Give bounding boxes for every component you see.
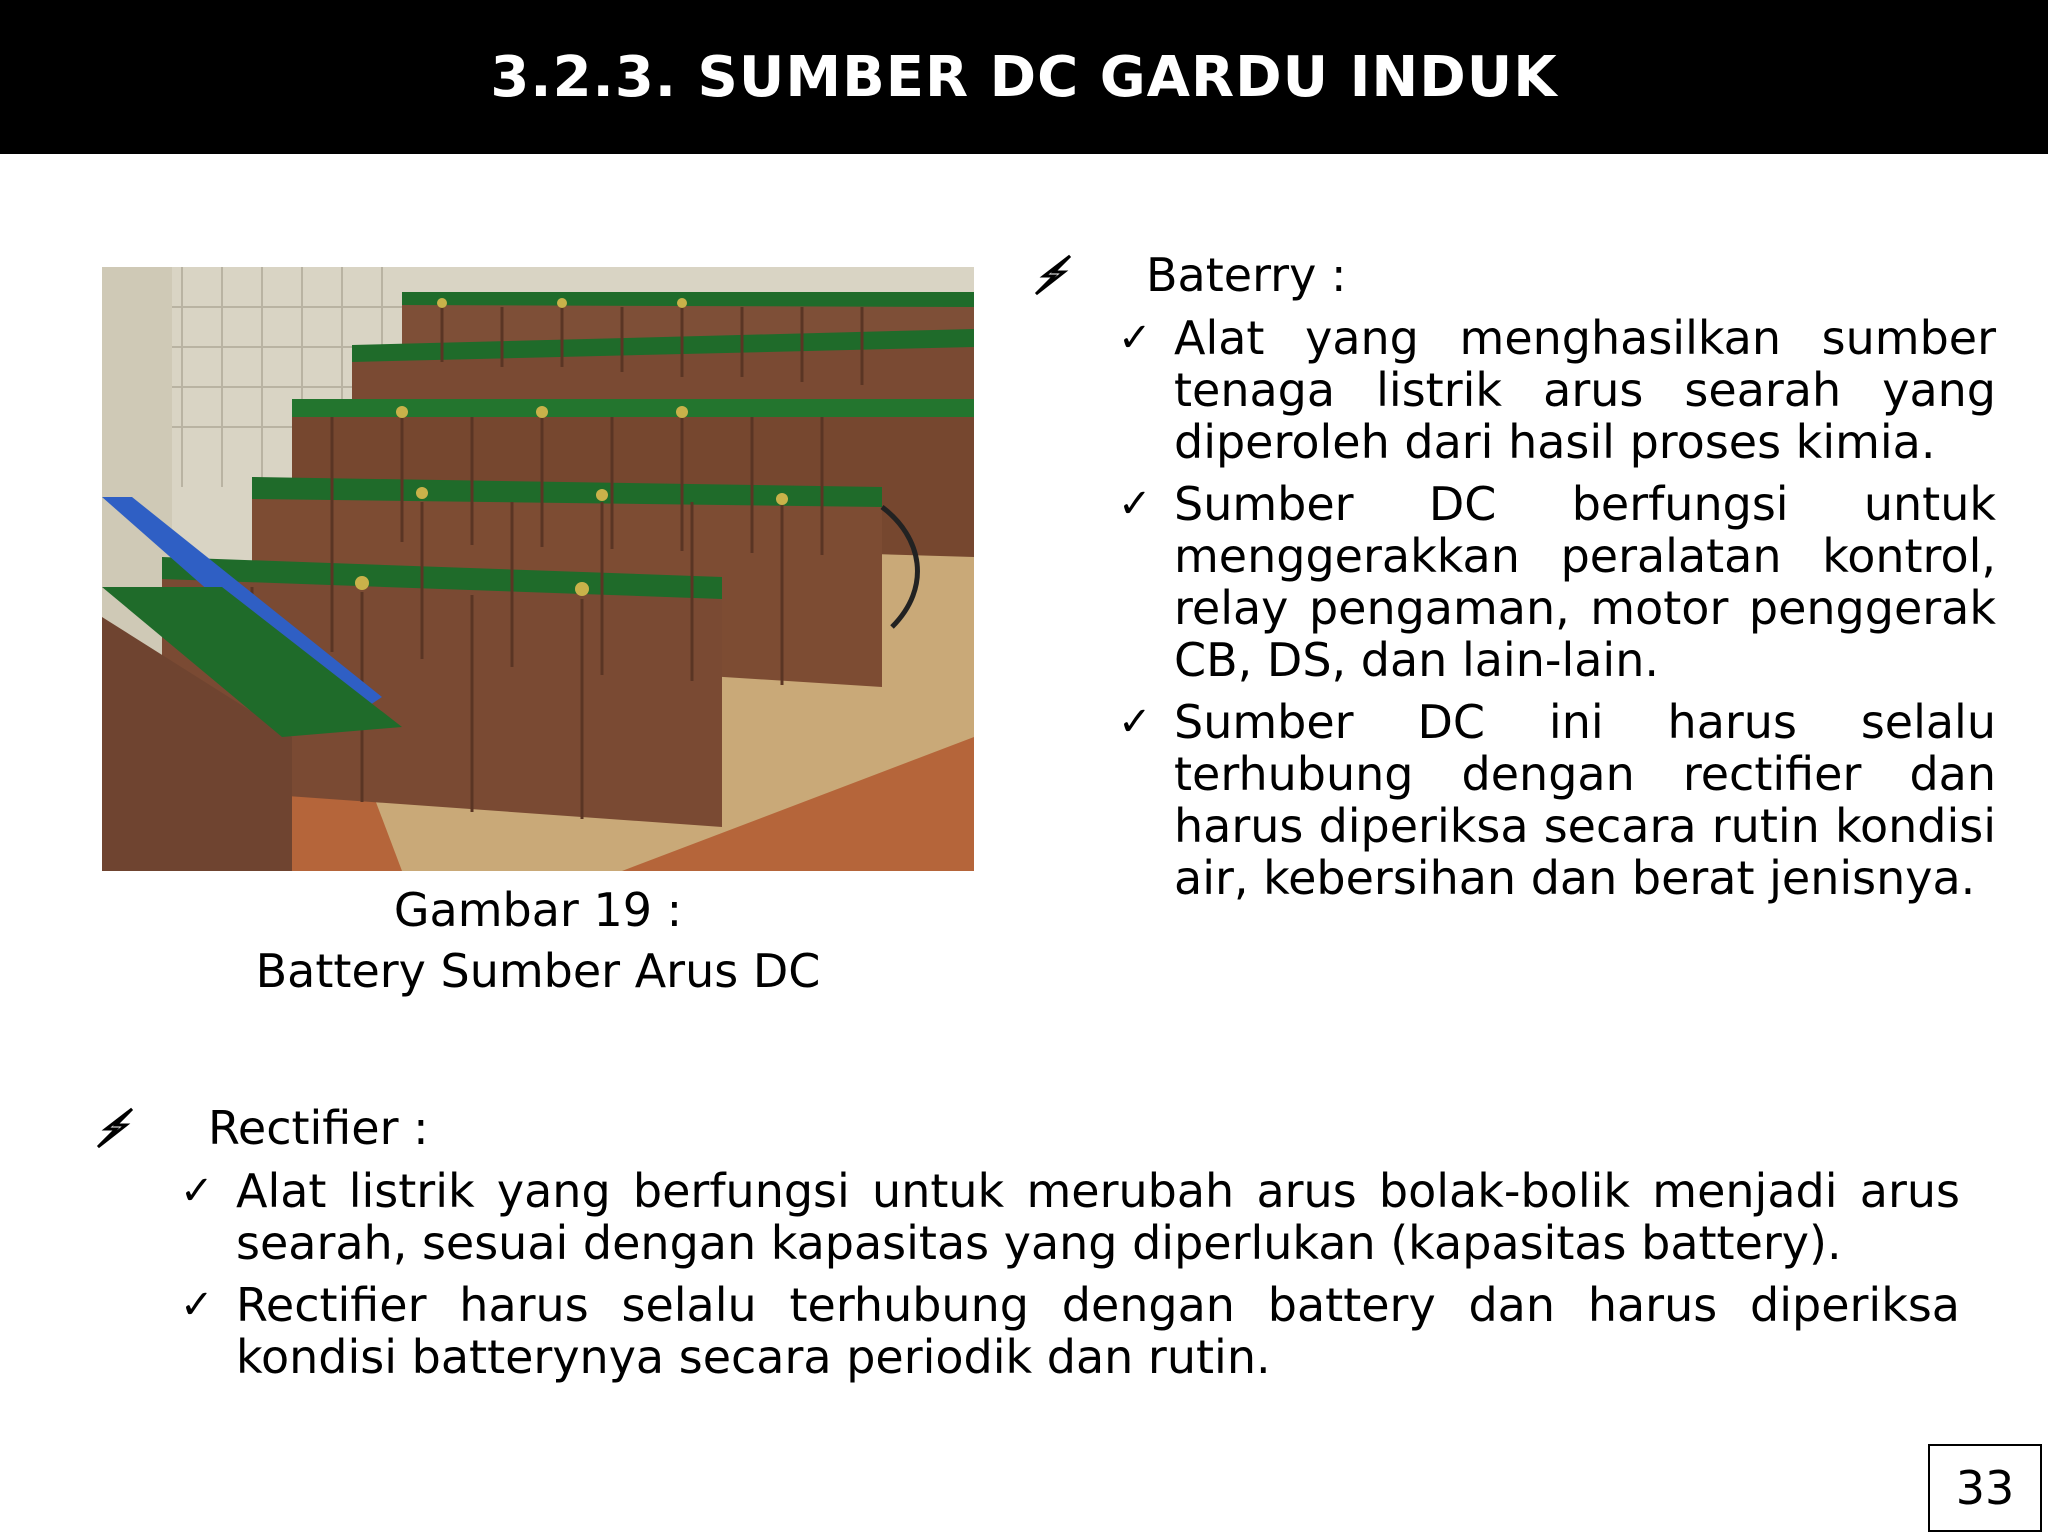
battery-room-photo: [102, 267, 974, 871]
list-item-text: Alat listrik yang berfungsi untuk merubah arus bolak-bolik menjadi arus searah, sesuai dengan kapasitas yang diperlukan (kapasitas battery).: [236, 1164, 1960, 1270]
battery-heading: [1030, 248, 1996, 302]
rectifier-heading: [92, 1101, 1960, 1155]
list-item: [1118, 696, 1996, 904]
page-number: 33: [1928, 1444, 2042, 1532]
list-item-text: Sumber DC ini harus selalu terhubung dengan rectifier dan harus diperiksa secara rutin kondisi air, kebersihan dan berat jenisnya.: [1174, 695, 1996, 905]
checkmark-icon: ✓: [180, 1282, 214, 1328]
list-item: [180, 1165, 1960, 1269]
battery-list: [1118, 312, 1996, 904]
checkmark-icon: ✓: [1118, 315, 1152, 361]
list-item: [1118, 478, 1996, 686]
rectifier-heading-text: Rectifier :: [208, 1101, 429, 1155]
lightning-bolt-icon: [1030, 248, 1090, 302]
battery-heading-text: Baterry :: [1146, 248, 1347, 302]
list-item-text: Rectifier harus selalu terhubung dengan battery dan harus diperiksa kondisi batterynya secara periodik dan rutin.: [236, 1278, 1960, 1384]
battery-section: [1030, 248, 1996, 904]
rectifier-section: [92, 1101, 1960, 1383]
caption-line-1: Gambar 19 :: [393, 883, 683, 937]
slide-title: 3.2.3. SUMBER DC GARDU INDUK: [490, 44, 1558, 110]
figure-caption: [102, 880, 974, 1002]
rectifier-list: [180, 1165, 1960, 1383]
list-item-text: Alat yang menghasilkan sumber tenaga listrik arus searah yang diperoleh dari hasil proses kimia.: [1174, 311, 1996, 469]
checkmark-icon: ✓: [1118, 699, 1152, 745]
slide-header: [0, 0, 2048, 154]
lightning-bolt-icon: [92, 1101, 152, 1155]
list-item-text: Sumber DC berfungsi untuk menggerakkan peralatan kontrol, relay pengaman, motor penggerak CB, DS, dan lain-lain.: [1174, 477, 1996, 687]
checkmark-icon: ✓: [180, 1168, 214, 1214]
list-item: [1118, 312, 1996, 468]
list-item: [180, 1279, 1960, 1383]
caption-line-2: Battery Sumber Arus DC: [255, 944, 821, 998]
checkmark-icon: ✓: [1118, 481, 1152, 527]
